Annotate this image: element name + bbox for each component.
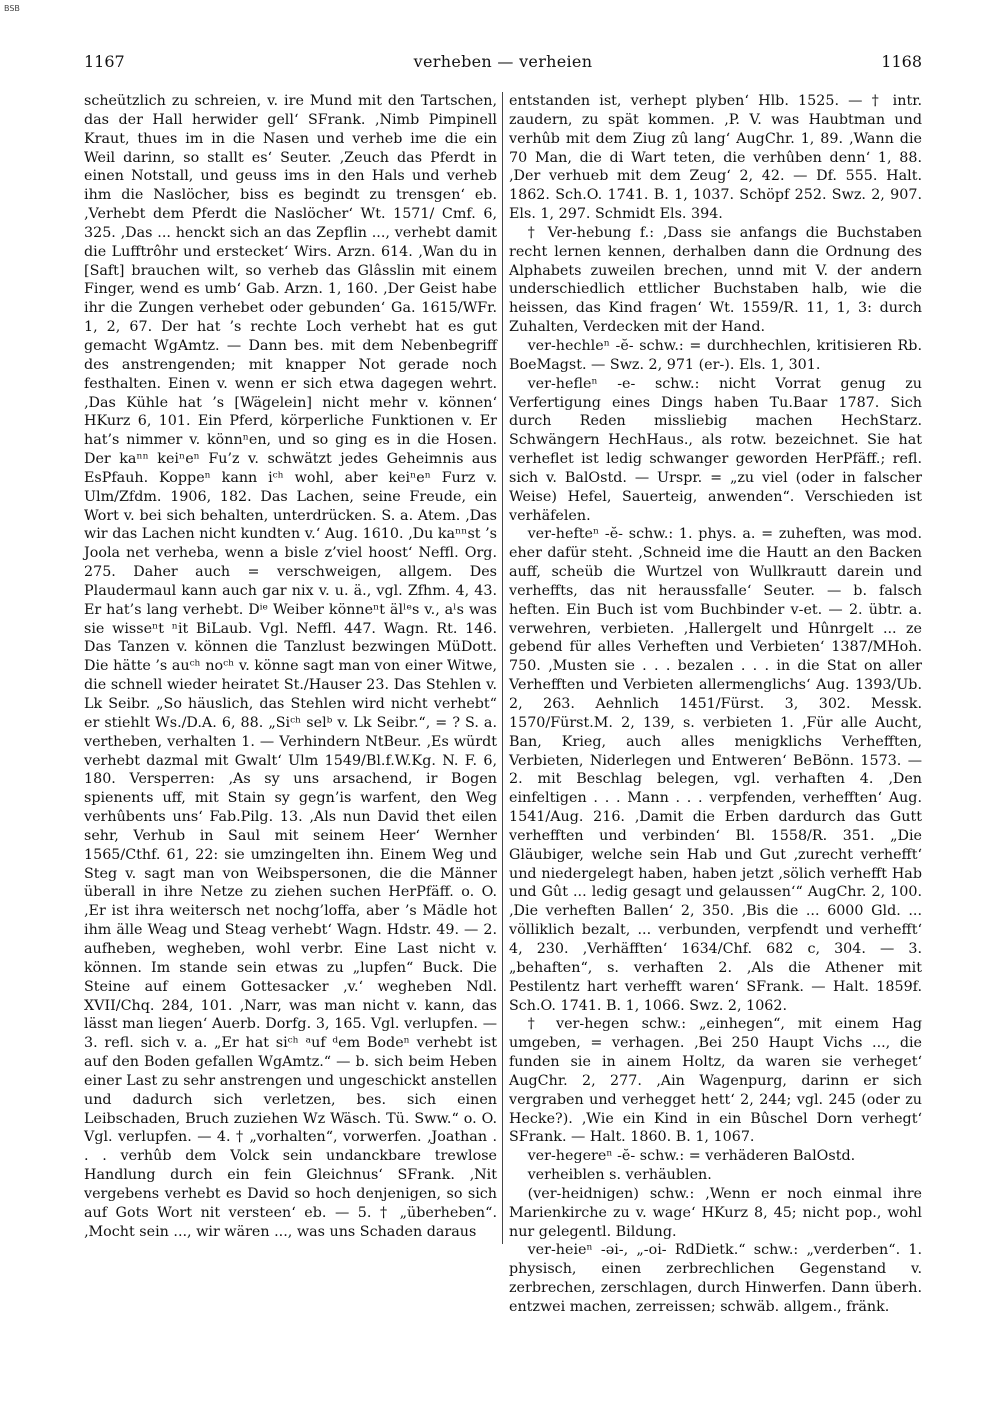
left-column (84, 92, 497, 1241)
right-page-number: 1168 (881, 52, 922, 71)
right-column (509, 92, 922, 1317)
entry-ver-hegen: † ver-hegen schw.: „einhegen“, mit einem Hag umgeben, = verhagen. ‚Bei 250 Haupt Vichs ..., die funden sie in ainem Holtz, da waren sie verheget‘ AugChr. 2, 277. ‚Ain Wagenpurg, darinn er sich vergraben und verhegget hett‘ 2, 244; vgl. 245 (oder zu Hecke?). ‚Wie ein Kind in ein Bûschel Dorn verhegt‘ SFrank. — Halt. 1860. B. 1, 1067. (509, 1016, 922, 1146)
entry-ver-heflen: ver-hefleⁿ -e- schw.: nicht Vorrat genug zu Verfertigung eines Dings haben Tu.Baar 1787. Sich durch Reden missliebig machen HechStarz. Schwängern HechHaus., als rotw. bezeichnet. Sie hat verheflet ist ledig schwanger geworden HerPfäff.; refl. sich v. BalOstd. — Urspr. = „zu viel (oder in falscher Weise) Hefel, Sauerteig, anwenden“. Verschieden ist verhäfelen. (509, 375, 922, 524)
page-header (84, 52, 922, 76)
entry-ver-heien: ver-heieⁿ -əi-, „-oi- RdDietk.“ schw.: „verderben“. 1. physisch, einen zerbrechlichen Gegenstand v. zerbrechen, zerschlagen, durch Hinwerfen. Dann überh. entzwei machen, zerreissen; schwäb. allgem., fränk. (509, 1242, 922, 1315)
entry-verheiblen: verheiblen s. verhäublen. (527, 1167, 712, 1184)
column-divider (502, 92, 503, 1244)
entry-ver-hechlen: ver-hechleⁿ -ĕ- schw.: = durchhechlen, kritisieren Rb. BoeMagst. — Swz. 2, 971 (er-). Els. 1, 301. (509, 337, 922, 373)
library-mark: BSB (4, 4, 20, 13)
entry-text: entstanden ist, verhept plyben‘ Hlb. 1525. — † intr. zaudern, zu spät kommen. ‚P. V. was Haubtman und verhûb mit dem Ziug zû lang‘ AugChr. 1, 89. ‚Wann die 70 Man, die di Wart teten, die verhûben denn‘ 1, 88. ‚Der verhueb mit dem Zeug‘ 2, 42. — Df. 555. Halt. 1862. Sch.O. 1741. B. 1, 1037. Schöpf 252. Swz. 2, 907. Els. 1, 297. Schmidt Els. 394. (509, 93, 922, 223)
entry-ver-hebung: † Ver-hebung f.: ‚Dass sie anfangs die Buchstaben recht lernen kennen, derhalben dann die Ordnung des Alphabets zuweilen brechen, unnd mit V. der andern underschiedlich ettlicher Buchstaben halb, wie die heissen, das Kind fragen‘ Wt. 1559/R. 11, 1, 3: durch Zuhalten, Verdecken mit der Hand. (509, 224, 922, 336)
entry-ver-heften: ver-hefteⁿ -ĕ- schw.: 1. phys. a. = zuheften, was mod. eher dafür steht. ‚Schneid ime die Hautt an den Backen auff, scheüb die Wurtzel von Wullkrautt darein und verheffts, das nit heraussfalle‘ Seuter. — b. falsch heften. Ein Buch ist vom Buchbinder v-et. — 2. übtr. a. verwehren, verbieten. ‚Hallergelt und Hûnrgelt ... ze gebend für alles Verheften und Verbieten‘ 1387/MHoh. 750. ‚Musten sie . . . bezalen . . . in die Stat on aller Verhefften und Verbieten allermenglichs‘ Aug. 1393/Ub. 2, 263. Aehnlich 1451/Fürst. 3, 302. Messk. 1570/Fürst.M. 2, 139, s. verbieten 1. ‚Für alle Aucht, Ban, Krieg, auch alles menigklichs Verhefften, Verbieten, Niderlegen und Entweren‘ BeBönn. 1573. — 2. mit Beschlag belegen, vgl. verhaften 4. ‚Den einfeltigen . . . Mann . . . verpfenden, verhefften‘ Aug. 1541/Aug. 216. ‚Damit die Erben dardurch das Gutt verhefften und verbinden‘ Bl. 1558/R. 351. „Die Gläubiger, welche sein Hab und Gut ‚zurecht verhefft‘ und niedergelegt haben, haben jetzt ‚sölich verhefft Hab und Gût ... ledig gesagt und gelaussen‘“ AugChr. 2, 100. ‚Die verheften Ballen‘ 2, 350. ‚Bis die ... 6000 Gld. ... völliklich bezalt, ... verbunden, verpfendt und verhefft‘ 4, 230. ‚Verhäfften‘ 1634/Chf. 682 c, 304. — 3. „behaften“, s. verhaften 2. ‚Als die Athener mit Pestilentz hart verhefft waren‘ SFrank. — Halt. 1859f. Sch.O. 1741. B. 1, 1066. Swz. 2, 1062. (509, 526, 922, 1014)
entry-ver-heidnigen: (ver-heidnigen) schw.: ‚Wenn er noch einmal ihre Marienkirche zu v. wage‘ HKurz 8, 45; nicht pop., wohl nur gelegentl. Bildung. (509, 1185, 922, 1240)
entry-text: scheützlich zu schreien, v. ire Mund mit den Tartschen, das der Hall herwider gell‘ SFrank. ‚Nimb Pimpinell Kraut, thues im in die Nasen und verheb ime die ein Weil darinn, so stallt es‘ Seuter. ‚Zeuch das Pferdt in einen Notstall, und geuss ims in den Hals und verheb ihm die Naslöcher, biss es begindt zu trensgen‘ eb. ‚Verhebt dem Pferdt die Naslöcher‘ Wt. 1571/ Cmf. 6, 325. ‚Das ... henckt sich an das Zepflin ..., verhebt damit die Lufftrôhr und erstecket‘ Wirs. Arzn. 614. ‚Wan du in [Saft] brauchen wilt, so verheb das Glâsslin mit einem Finger, wend es umb‘ Gab. Arzn. 1, 160. ‚Der Geist habe ihr die Zungen verhebet oder gebunden‘ Ga. 1615/WFr. 1, 2, 67. Der hat ’s rechte Loch verhebt hat es gut gemacht WgAmtz. — Dann bes. mit dem Nebenbegriff des anstrengenden; mit knapper Not gerade noch festhalten. Einen v. wenn er sich etwa dagegen wehrt. ‚Das Kühle hat ’s [Wägelein] nicht mehr v. können‘ HKurz 6, 101. Ein Pferd, körperliche Funktionen v. Er hat’s nimmer v. könnⁿen, und so ging es in die Hosen. Der kaⁿⁿ keiⁿeⁿ Fu’z v. schwätzt jedes Geheimnis aus EsPfauh. Koppeⁿ kann iᶜʰ wohl, aber keiⁿeⁿ Furz v. Ulm/Zfdm. 1906, 182. Das Lachen, seine Freude, ein Wort v. bei sich behalten, unterdrücken. S. a. Atem. ‚Das wir das Lachen nicht kundten v.‘ Aug. 1610. ‚Du kaⁿⁿst ’s Joola net verheba, wenn a bisle z’viel hoost‘ Neffl. Org. 275. Daher auch = verschweigen, allgem. Des Plaudermaul kann auch gar nix v. u. ä., vgl. Zfhm. 4, 43. Er hat’s lang verhebt. Dⁱᵉ Weiber könneⁿt älˡᵉs v., aˡs was sie wisseⁿt ⁿit BiLaub. Vgl. Neffl. 447. Wagn. Rt. 146. Das Tanzen v. können die Tanzlust bezwingen MüDott. Die hätte ’s auᶜʰ noᶜʰ v. könne sagt man von einer Witwe, die schnell wieder heiratet St./Hauser 23. Das Stehlen v. Lk Seibr. „So häuslich, das Stehlen wird nicht verhebt“ er stiehlt Ws./D.A. 6, 88. „Siᶜʰ selᵇ v. Lk Seibr.“, = ? S. a. vertheben, verhalten 1. — Verhindern NtBeur. ‚Es würdt verhebt dazmal mit Gwalt‘ Ulm 1549/Bl.f.W.Kg. N. F. 6, 180. Versperren: ‚As sy uns arsachend, ir Bogen spienents uff, mit Stain sy gegn’is warfent, den Weg verhûbents uns‘ Fab.Pilg. 13. ‚Als nun David thet eilen sehr, Verhub in Saul mit seinem Heer‘ Wernher 1565/Cthf. 61, 22: sie umzingelten ihn. Einem Weg und Steg v. sagt man von Weibspersonen, die die Männer überall in ihre Netze zu ziehen suchen HerPfäff. o. O. ‚Er ist ihra weitersch net nochg’loffa, aber ’s Mädle hot ihm älle Weag und Steag verhebt‘ Wagn. Hdstr. 49. — 2. aufheben, wegheben, wohl verbr. Eine Last nicht v. können. Im stande sein etwas zu „lupfen“ Buck. Die Steine auf einem Gottesacker ‚v.‘ wegheben Ndl. XVII/Chq. 284, 101. ‚Narr, was man nicht v. kann, das lässt man liegen‘ Auerb. Dorfg. 3, 165. Vgl. verlupfen. — 3. refl. sich v. a. „Er hat siᶜʰ ᵃuf ᵈem Bodeⁿ verhebt ist auf den Boden gefallen WgAmtz.“ — b. sich beim Heben einer Last zu sehr anstrengen und ungeschickt anstellen und dadurch sich verletzen, bes. sich einen Leibschaden, Bruch zuziehen Wz Wäsch. Tü. Sww.“ o. O. Vgl. verlupfen. — 4. † „vorhalten“, vorwerfen. ‚Joathan . . . verhûb dem Volck sein undanckbare trewlose Handlung durch ein fein Gleichnus‘ SFrank. ‚Nit vergebens verhebt es David so hoch denjenigen, so sich auf Gots Wort nit versteen‘ eb. — 5. † „überheben“. ‚Mocht sein ..., wir wären ..., was uns Schaden daraus (84, 93, 497, 1240)
entry-ver-hegeren: ver-hegereⁿ -ĕ- schw.: = verhäderen BalOstd. (527, 1148, 856, 1165)
running-title: verheben — verheien (413, 52, 593, 71)
left-page-number: 1167 (84, 52, 125, 71)
